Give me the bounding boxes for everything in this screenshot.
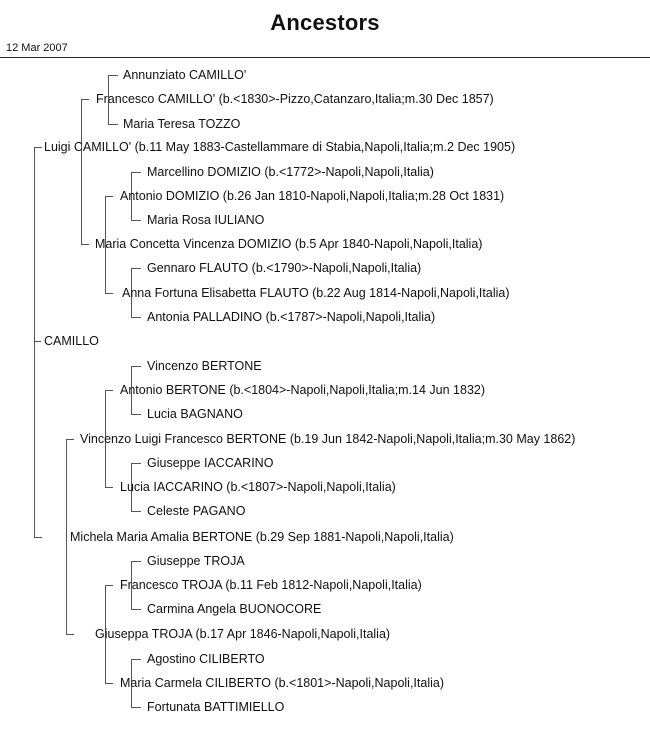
person-maria-carmela-ciliberto: Maria Carmela CILIBERTO (b.<1801>-Napoli,Napoli,Italia)	[120, 676, 444, 690]
person-antonio-domizio: Antonio DOMIZIO (b.26 Jan 1810-Napoli,Napoli,Italia;m.28 Oct 1831)	[120, 189, 505, 203]
person-root-camillo: CAMILLO	[44, 334, 99, 348]
person-maria-rosa-iuliano: Maria Rosa IULIANO	[147, 213, 265, 227]
person-maria-teresa-tozzo: Maria Teresa TOZZO	[123, 117, 241, 131]
person-carmina-buonocore: Carmina Angela BUONOCORE	[147, 602, 322, 616]
person-giuseppa-troja: Giuseppa TROJA (b.17 Apr 1846-Napoli,Napoli,Italia)	[95, 627, 391, 641]
person-anna-fortuna-flauto: Anna Fortuna Elisabetta FLAUTO (b.22 Aug 1814-Napoli,Napoli,Italia)	[122, 286, 510, 300]
person-vincenzo-luigi-bertone: Vincenzo Luigi Francesco BERTONE (b.19 Jun 1842-Napoli,Napoli,Italia;m.30 May 1862)	[80, 432, 576, 446]
person-maria-concetta-domizio: Maria Concetta Vincenza DOMIZIO (b.5 Apr 1840-Napoli,Napoli,Italia)	[95, 237, 483, 251]
report-date: 12 Mar 2007	[6, 42, 68, 54]
person-celeste-pagano: Celeste PAGANO	[147, 504, 246, 518]
page-title: Ancestors	[270, 10, 380, 35]
person-antonia-palladino: Antonia PALLADINO (b.<1787>-Napoli,Napoli,Italia)	[147, 310, 436, 324]
person-francesco-troja: Francesco TROJA (b.11 Feb 1812-Napoli,Napoli,Italia)	[120, 578, 422, 592]
person-antonio-bertone: Antonio BERTONE (b.<1804>-Napoli,Napoli,Italia;m.14 Jun 1832)	[120, 383, 486, 397]
person-luigi-camillo: Luigi CAMILLO' (b.11 May 1883-Castellammare di Stabia,Napoli,Italia;m.2 Dec 1905)	[44, 140, 516, 154]
person-fortunata-battimiello: Fortunata BATTIMIELLO	[147, 700, 285, 714]
person-michela-bertone: Michela Maria Amalia BERTONE (b.29 Sep 1881-Napoli,Napoli,Italia)	[70, 530, 454, 544]
person-francesco-camillo: Francesco CAMILLO' (b.<1830>-Pizzo,Catanzaro,Italia;m.30 Dec 1857)	[96, 92, 494, 106]
person-annunziato-camillo: Annunziato CAMILLO'	[123, 68, 247, 82]
person-vincenzo-bertone: Vincenzo BERTONE	[147, 359, 262, 373]
person-agostino-ciliberto: Agostino CILIBERTO	[147, 652, 265, 666]
person-lucia-iaccarino: Lucia IACCARINO (b.<1807>-Napoli,Napoli,Italia)	[120, 480, 396, 494]
header-rule	[0, 57, 650, 58]
person-lucia-bagnano: Lucia BAGNANO	[147, 407, 243, 421]
person-gennaro-flauto: Gennaro FLAUTO (b.<1790>-Napoli,Napoli,Italia)	[147, 261, 422, 275]
person-marcellino-domizio: Marcellino DOMIZIO (b.<1772>-Napoli,Napoli,Italia)	[147, 165, 434, 179]
person-giuseppe-troja: Giuseppe TROJA	[147, 554, 245, 568]
person-giuseppe-iaccarino: Giuseppe IACCARINO	[147, 456, 274, 470]
